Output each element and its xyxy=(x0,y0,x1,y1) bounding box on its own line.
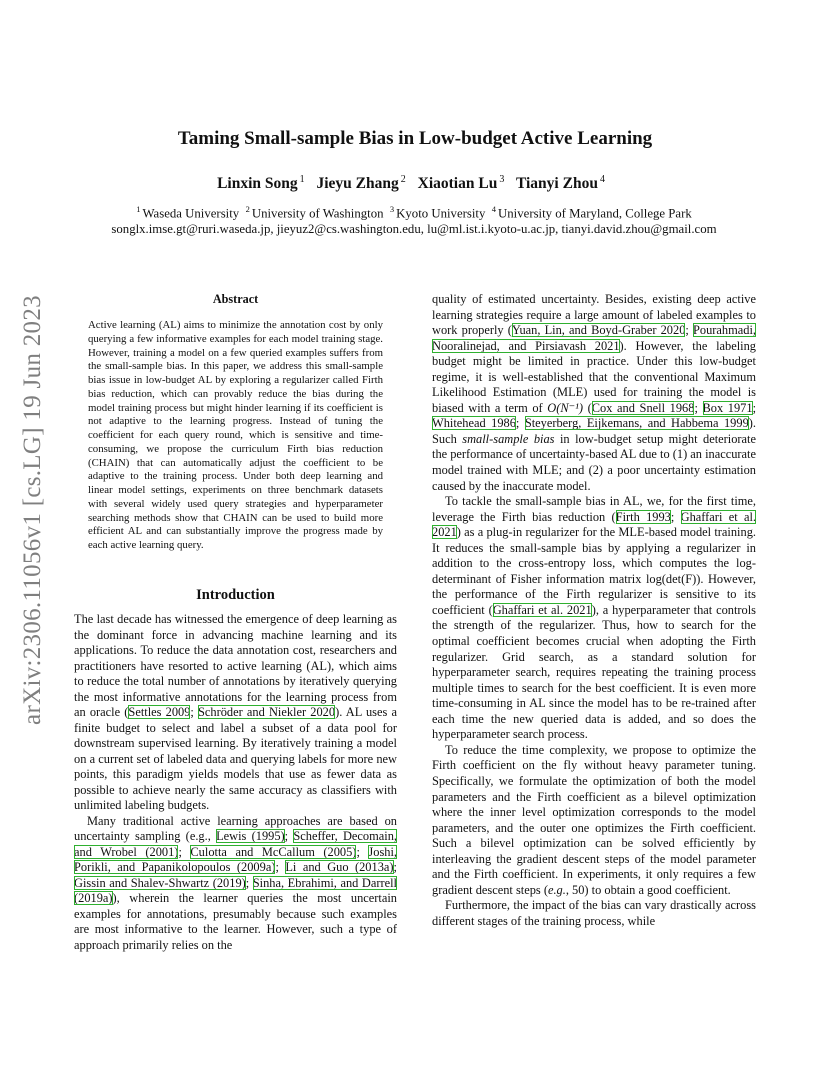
citation-link[interactable]: Joshi, Porikli, and Papanikolopoulos (2009a) xyxy=(74,844,397,874)
affil-sup: 1 xyxy=(136,204,141,214)
author-sup: 4 xyxy=(599,174,605,185)
affiliations xyxy=(60,201,768,237)
citation-link[interactable]: Culotta and McCallum (2005) xyxy=(190,844,357,859)
affil-sup: 4 xyxy=(491,204,497,214)
affiliation-line xyxy=(60,201,768,221)
arxiv-stamp-text: arXiv:2306.11056v1 [cs.LG] 19 Jun 2023 xyxy=(19,295,46,725)
math-expression: log(det(F)) xyxy=(645,571,701,586)
paragraph: quality of estimated uncertainty. Besides, existing deep active learning strategies require a large amount of labeled examples to work properly (Yuan, Lin, and Boyd-Graber 2020; Pourahmadi, Nooralinejad, and Pirsiavash 2021). However, the labeling budget might be limited in practice. Under this low-budget regime, it is well-established that the conventional Maximum Likelihood Estimation (MLE) used for training the model is biased with a term of O(N⁻¹) (Cox and Snell 1968; Box 1971; Whitehead 1986; Steyerberg, Eijkemans, and Habbema 1999). Such small-sample bias in low-budget setup might deteriorate the performance of uncertainty-based AL due to (1) an inaccurate model trained with MLE; and (2) a poor uncertainty estimation caused by the inaccurate model. xyxy=(432,292,757,493)
paragraph: The last decade has witnessed the emergence of deep learning as the dominant force in advancing machine learning and its applications. To reduce the data annotation cost, researchers and practitioners have resorted to active learning (AL), which aims to reduce the total number of annotations by iteratively querying the most informative annotations for the learning process from an oracle (Settles 2009; Schröder and Niekler 2020). AL uses a finite budget to select and label a subset of a data pool for downstream supervised learning. By iteratively training a model on a current set of labeled data and querying labels for more new points, this paradigm yields models that use as fewer data as possible to achieve nearly the same accuracy as classifiers with unlimited labeling budgets. xyxy=(74,612,397,812)
author-list xyxy=(74,174,756,193)
author-name: Jieyu Zhang xyxy=(316,175,399,193)
citation-link[interactable]: Li and Guo (2013a) xyxy=(285,860,394,874)
paragraph: To tackle the small-sample bias in AL, we, for the first time, leverage the Firth bias reduction (Firth 1993; Ghaffari et al. 2021) as a plug-in regularizer for the MLE-based model training. It reduces the small-sample bias by applying a regularizer in addition to the cross-entropy loss, which computes the log-determinant of Fisher information matrix log(det(F)). However, the performance of the Firth regularizer is sensitive to its coefficient (Ghaffari et al. 2021), a hyperparameter that controls the strength of the regularizer. Thus, how to search for the optimal coefficient becomes crucial when adopting the Firth regularizer. Grid search, as a standard solution for hyperparameter search, requires repeating the training process multiple times to search for the best coefficient. It is even more time-consuming in AL since the model has to be re-trained after each time the new queried data is added, and so does the hyperparameter search process. xyxy=(432,494,756,742)
affil-sup: 2 xyxy=(245,204,250,214)
math-expression: O(N⁻¹) xyxy=(547,400,584,415)
affil-name: Waseda University xyxy=(142,206,240,221)
affil-name: University of Washington xyxy=(251,206,384,221)
abstract-heading: Abstract xyxy=(212,292,259,306)
paper-title: Taming Small-sample Bias in Low-budget Active Learning xyxy=(177,128,653,149)
citation-link[interactable]: Pourahmadi, Nooralinejad, and Pirsiavash 2021 xyxy=(432,323,756,353)
citation-link[interactable]: Steyerberg, Eijkemans, and Habbema 1999 xyxy=(524,416,749,431)
citation-link[interactable]: Cox and Snell 1968 xyxy=(591,400,695,415)
citation-link[interactable]: Lewis (1995) xyxy=(216,829,285,843)
arxiv-stamp xyxy=(16,290,50,730)
citation-link[interactable]: Settles 2009 xyxy=(128,705,191,719)
emphasis: e.g. xyxy=(547,882,566,897)
author-sup: 2 xyxy=(400,174,406,185)
author-emails: songlx.imse.gt@ruri.waseda.jp, jieyuz2@cs.washington.edu, lu@ml.ist.i.kyoto-u.ac.jp, tianyi.david.zhou@gmail.com xyxy=(111,222,717,237)
citation-link[interactable]: Scheffer, Decomain, and Wrobel (2001) xyxy=(74,829,397,859)
introduction-heading: Introduction xyxy=(196,587,275,603)
author-name: Linxin Song xyxy=(217,175,298,193)
paragraph: Many traditional active learning approaches are based on uncertainty sampling (e.g., Lewis (1995); Scheffer, Decomain, and Wrobel (2001); Culotta and McCallum (2005); Joshi, Porikli, and Papanikolopoulos (2009a); Li and Guo (2013a); Gissin and Shalev-Shwartz (2019); Sinha, Ebrahimi, and Darrell (2019a)), wherein the learner queries the most uncertain examples for annotations, presumably because such examples are most informative to the learner. However, such a type of approach primarily relies on the xyxy=(74,813,397,952)
citation-link[interactable]: Yuan, Lin, and Boyd-Graber 2020 xyxy=(511,323,686,338)
abstract-text: Active learning (AL) aims to minimize the annotation cost by only querying a few informative examples for each model training stage. However, training a model on a few queried examples suffers from the small-sample bias. In this paper, we address this small-sample bias issue in low-budget AL by exploring a regularizer called Firth bias reduction, which can provably reduce the bias during the model training process but might hinder learning if its coefficient is not adaptive to the learning progress. Instead of tuning the coefficient for each query round, which is sensitive and time-consuming, we propose the curriculum Firth bias reduction (CHAIN) that can automatically adjust the coefficient to be adaptive to the training process. Under both deep learning and linear model settings, experiments on three benchmark datasets with several widely used query strategies and hyperparameter searching methods show that CHAIN can be used to build more efficient AL and can substantially improve the progress made by each active learning query. xyxy=(88,319,383,551)
affil-name: University of Maryland, College Park xyxy=(498,206,692,221)
citation-link[interactable]: Box 1971 xyxy=(702,400,753,415)
introduction-body xyxy=(74,612,397,953)
citation-link[interactable]: Firth 1993 xyxy=(615,509,671,524)
emphasis: small-sample bias xyxy=(462,431,555,446)
author-name: Tianyi Zhou xyxy=(515,175,598,193)
citation-link[interactable]: Whitehead 1986 xyxy=(432,416,516,431)
citation-link[interactable]: Ghaffari et al. 2021 xyxy=(492,602,592,617)
citation-link[interactable]: Ghaffari et al. 2021 xyxy=(432,509,756,540)
author-sup: 1 xyxy=(299,174,305,185)
citation-link[interactable]: Gissin and Shalev-Shwartz (2019) xyxy=(74,875,246,890)
right-column xyxy=(432,292,756,929)
author-name: Xiaotian Lu xyxy=(417,175,498,193)
citation-link[interactable]: Schröder and Niekler 2020 xyxy=(198,705,336,719)
paragraph: Furthermore, the impact of the bias can vary drastically across different stages of the training process, while xyxy=(432,898,756,928)
affil-sup: 3 xyxy=(389,204,395,214)
author-sup: 3 xyxy=(499,174,505,185)
citation-link[interactable]: Sinha, Ebrahimi, and Darrell (2019a) xyxy=(74,875,397,905)
paragraph: To reduce the time complexity, we propose to optimize the Firth coefficient on the fly without heavy parameter tuning. Specifically, we formulate the optimization of both the model parameters and the Firth coefficient as a bilevel optimization where the inner level optimization corresponds to the model parameters, and the outer one optimizes the Firth coefficient. Such a bilevel optimization can be solved efficiently by interleaving the gradient descent steps of the model parameter and the Firth coefficient. In experiments, it only requires a few gradient descent steps (e.g., 50) to obtain a good coefficient. xyxy=(432,742,756,897)
affil-name: Kyoto University xyxy=(396,206,486,221)
